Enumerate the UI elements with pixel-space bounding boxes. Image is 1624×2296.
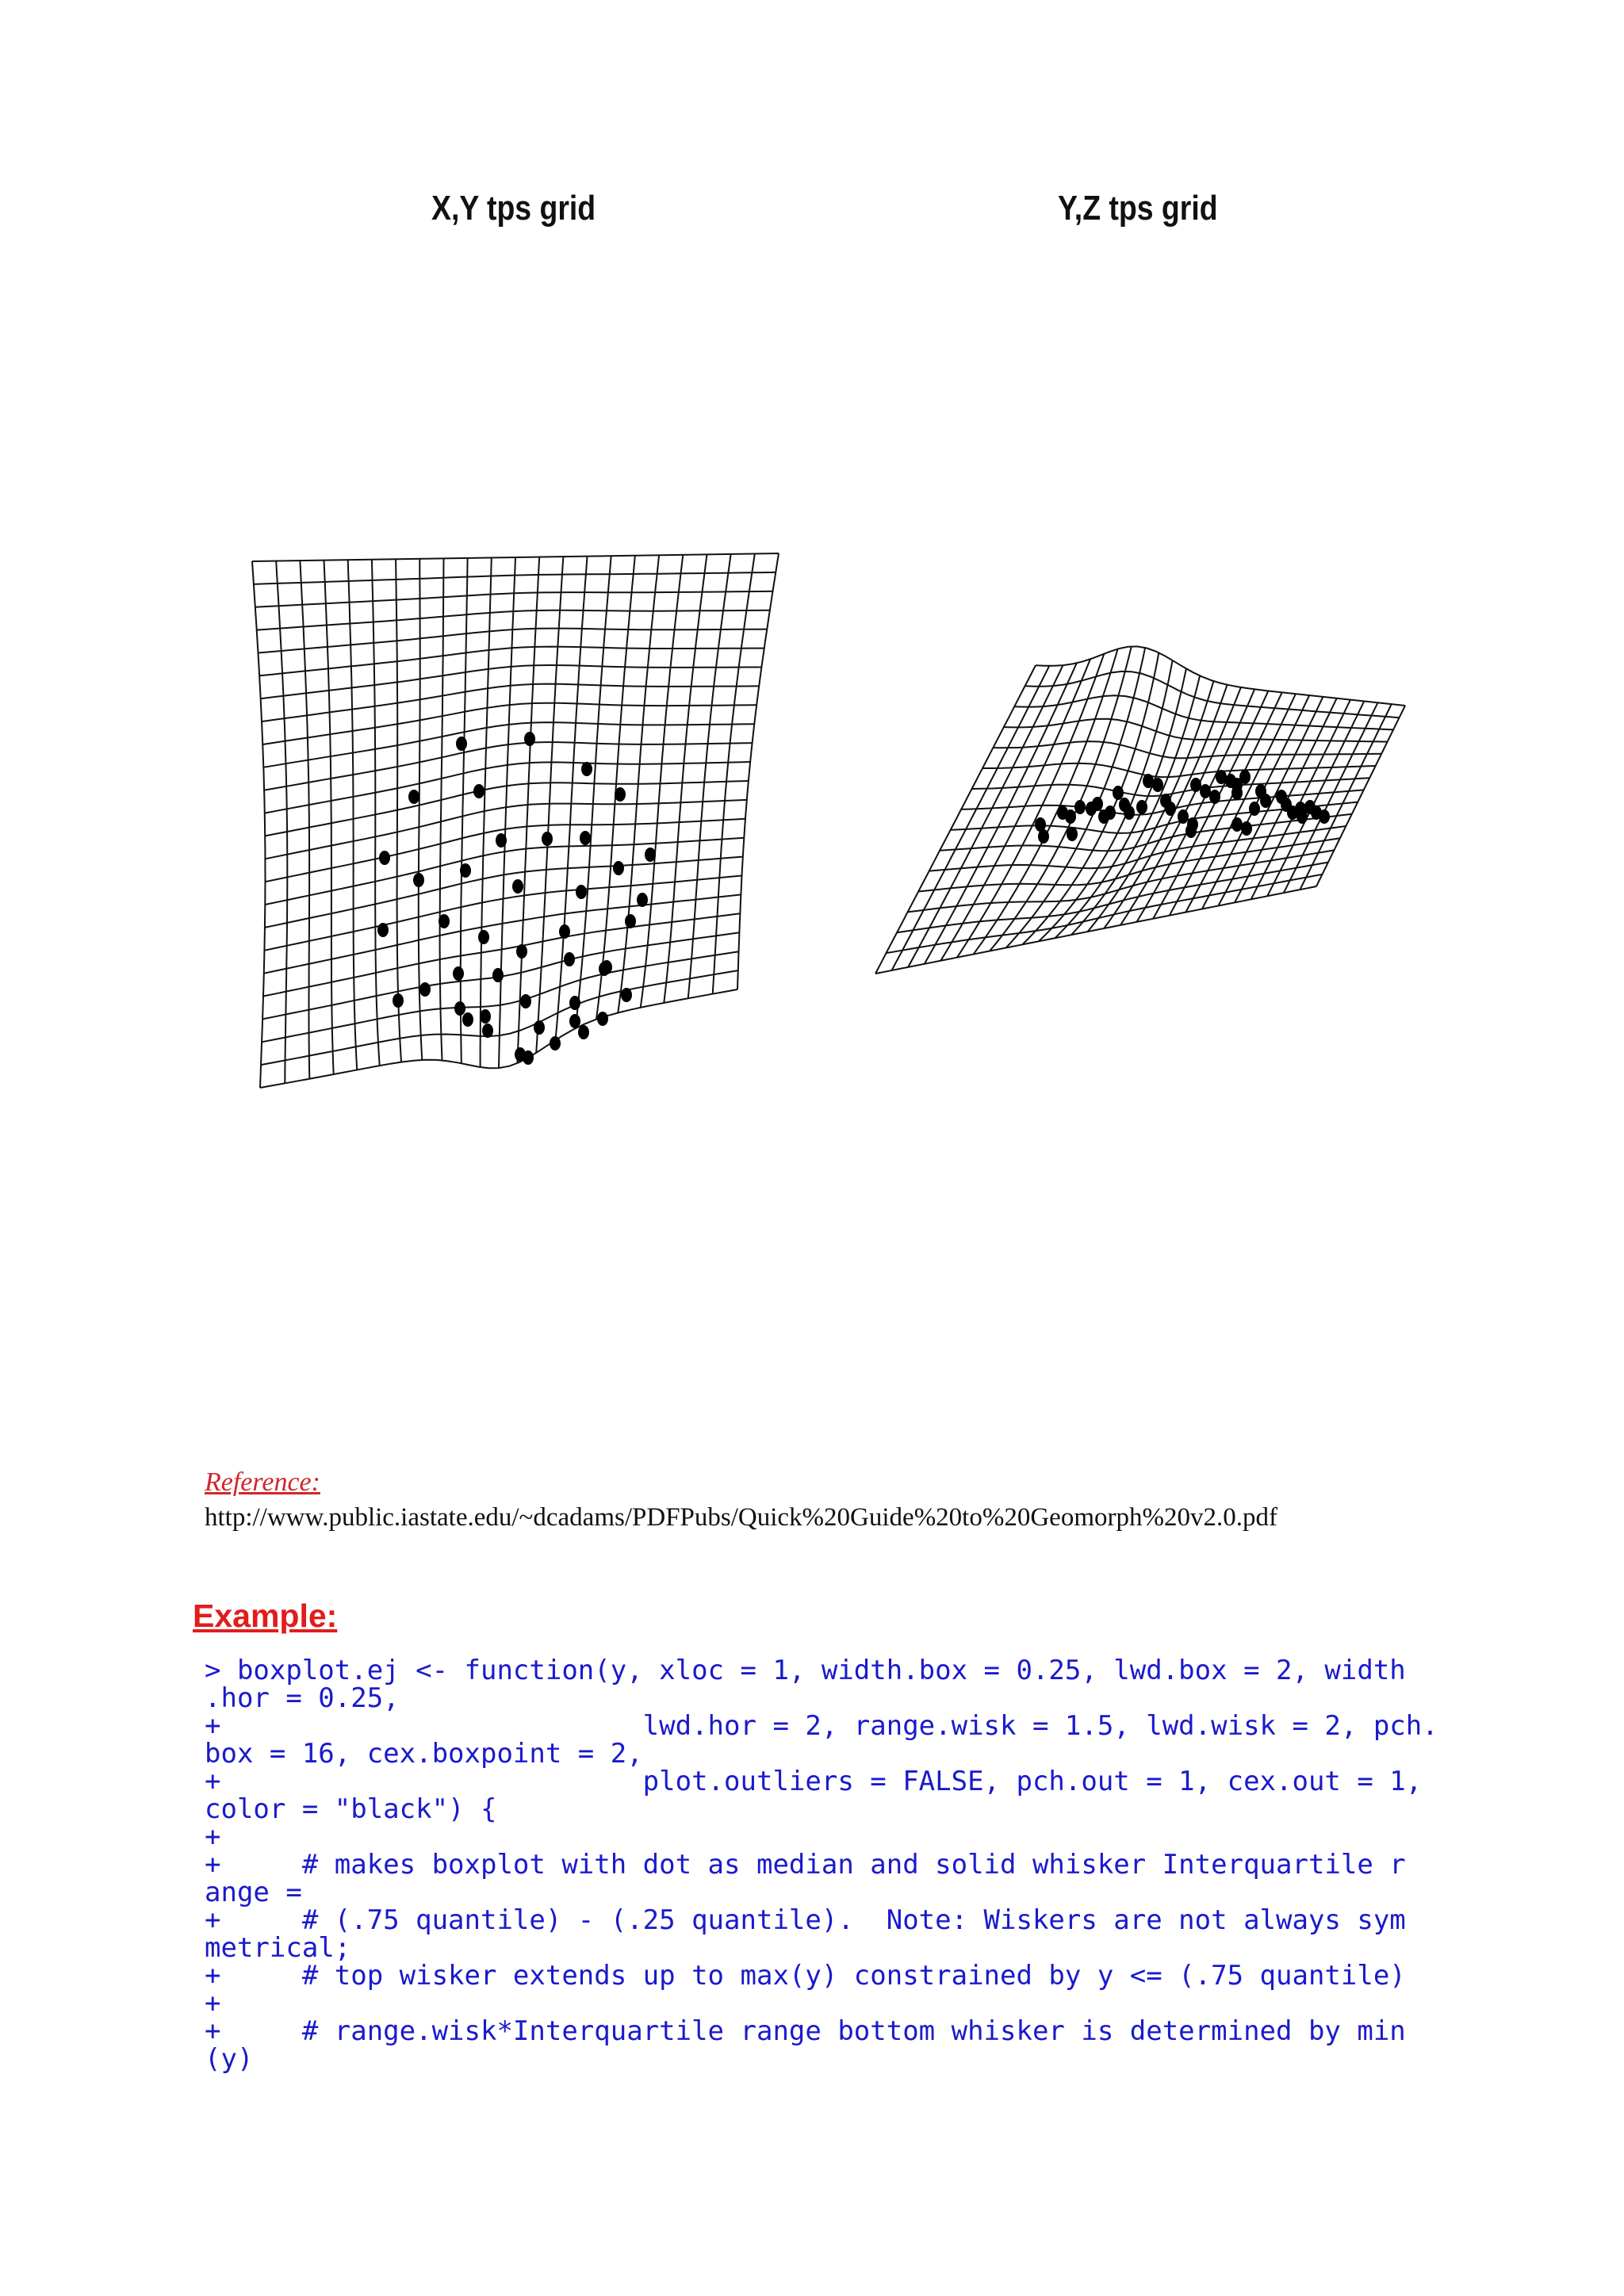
landmark-dot: [1255, 784, 1266, 798]
landmark-dot: [569, 996, 580, 1010]
landmark-dot: [1200, 784, 1211, 798]
code-line: > boxplot.ej <- function(y, xloc = 1, width.box = 0.25, lwd.box = 2, width: [205, 1655, 1406, 1686]
code-line: +: [205, 1821, 221, 1853]
landmark-dot: [1152, 778, 1163, 792]
grid-line-horizontal: [908, 850, 1335, 912]
grid-line-vertical: [990, 646, 1132, 951]
landmark-dot: [542, 832, 553, 846]
code-line: + # top wisker extends up to max(y) constrained by y <= (.75 quantile): [205, 1960, 1406, 1992]
grid-line-vertical: [372, 560, 380, 1066]
landmark-dot: [419, 982, 431, 997]
grid-line-vertical: [875, 665, 1036, 974]
grid-line-vertical: [908, 665, 1063, 967]
landmark-dot: [1143, 774, 1154, 788]
landmark-dot: [453, 966, 464, 981]
landmark-dot: [512, 879, 523, 894]
landmark-dot: [550, 1036, 561, 1050]
grid-line-vertical: [324, 561, 334, 1075]
landmark-dot: [1178, 809, 1189, 824]
grid-line-vertical: [1137, 689, 1255, 922]
landmark-dot: [534, 1020, 545, 1035]
landmark-dot: [1249, 802, 1260, 816]
grid-line-horizontal: [1025, 672, 1400, 718]
landmark-dot: [1067, 827, 1078, 841]
landmark-dot: [580, 831, 591, 845]
grid-line-vertical: [396, 559, 401, 1062]
landmark-dot: [597, 1012, 608, 1026]
example-heading: Example:: [193, 1598, 338, 1634]
landmark-dot: [1092, 797, 1103, 811]
landmark-dot: [613, 861, 624, 875]
landmark-dot: [645, 848, 656, 862]
landmark-dot: [601, 960, 612, 974]
code-line: + lwd.hor = 2, range.wisk = 1.5, lwd.wisk = 2, pch.: [205, 1710, 1438, 1742]
landmark-dot: [615, 787, 626, 802]
landmark-dot: [1231, 786, 1243, 800]
grid-line-vertical: [499, 557, 515, 1068]
code-line: + # (.75 quantile) - (.25 quantile). Note: Wiskers are not always sym: [205, 1904, 1406, 1936]
grid-line-vertical: [641, 555, 684, 1008]
landmark-dot: [413, 873, 424, 887]
landmark-dot: [496, 833, 507, 848]
code-line: metrical;: [205, 1932, 351, 1964]
landmark-dot: [1241, 821, 1252, 836]
landmark-dot: [559, 924, 570, 939]
landmark-dot: [1216, 770, 1227, 784]
landmark-dot: [1190, 778, 1201, 792]
code-line: + # makes boxplot with dot as median and solid whisker Interquartile r: [205, 1849, 1406, 1881]
landmark-dot: [625, 914, 636, 928]
code-line: + plot.outliers = FALSE, pch.out = 1, cex.out = 1,: [205, 1766, 1423, 1797]
landmark-dot: [460, 863, 471, 878]
grid-line-vertical: [925, 663, 1077, 964]
landmark-dot: [462, 1012, 473, 1027]
code-line: .hor = 0.25,: [205, 1682, 400, 1714]
landmark-dot: [1074, 800, 1086, 814]
landmark-dot: [480, 1009, 491, 1024]
code-line: +: [205, 1988, 221, 2019]
grid-line-vertical: [440, 558, 444, 1060]
grid-line-vertical: [1300, 704, 1391, 890]
landmark-dot: [1105, 806, 1116, 820]
grid-line-horizontal: [1036, 646, 1405, 706]
landmark-dot: [524, 732, 535, 746]
landmark-dot: [1124, 806, 1135, 820]
landmark-dot: [523, 1050, 534, 1065]
code-line: ange =: [205, 1877, 302, 1908]
grid-line-vertical: [517, 557, 539, 1064]
xy-grid-title: X,Y tps grid: [431, 189, 596, 228]
landmark-dot: [1239, 770, 1251, 784]
landmark-dot: [581, 762, 592, 776]
landmark-dot: [377, 923, 389, 937]
landmark-dot: [1113, 786, 1124, 800]
landmark-dot: [621, 988, 632, 1002]
landmark-dot: [576, 885, 587, 899]
code-line: + # range.wisk*Interquartile range bottom whisker is determined by min: [205, 2015, 1406, 2047]
landmark-dot: [492, 968, 504, 982]
grid-line-vertical: [1316, 706, 1405, 886]
landmark-dot: [473, 784, 485, 798]
grid-line-vertical: [252, 561, 266, 1088]
landmark-dot: [1136, 800, 1147, 814]
landmark-dot: [1231, 817, 1243, 832]
landmark-dot: [1065, 809, 1076, 824]
xy-tps-deformation-grid: [252, 553, 779, 1088]
landmark-dot: [393, 993, 404, 1008]
landmark-dot: [454, 1001, 465, 1016]
grid-line-vertical: [276, 561, 287, 1084]
landmark-dot: [1165, 802, 1176, 816]
grid-line-vertical: [664, 554, 707, 1003]
landmark-dot: [569, 1014, 580, 1028]
landmark-dot: [637, 893, 648, 907]
yz-grid-title: Y,Z tps grid: [1058, 189, 1218, 228]
reference-url[interactable]: http://www.public.iastate.edu/~dcadams/PDFPubs/Quick%20Guide%20to%20Geomorph%20v2.0.pdf: [205, 1503, 1277, 1532]
landmark-dot: [1209, 790, 1220, 804]
landmark-dot: [564, 952, 575, 966]
grid-line-vertical: [737, 553, 779, 989]
grid-line-vertical: [688, 554, 731, 998]
grid-line-vertical: [348, 560, 358, 1070]
landmark-dot: [482, 1024, 493, 1038]
landmark-dot: [520, 994, 531, 1008]
landmark-dot: [439, 914, 450, 928]
code-line: color = "black") {: [205, 1793, 497, 1825]
code-line: (y): [205, 2043, 254, 2075]
grid-line-vertical: [1022, 652, 1159, 944]
code-listing: [205, 1655, 1438, 2075]
landmark-dot: [1038, 829, 1049, 844]
reference-label: Reference:: [205, 1468, 320, 1497]
landmark-dot: [456, 737, 467, 751]
code-line: box = 16, cex.boxpoint = 2,: [205, 1738, 643, 1770]
landmark-dot: [408, 790, 419, 804]
landmark-dot: [1319, 809, 1330, 824]
grid-line-vertical: [1284, 702, 1378, 893]
landmark-dot: [478, 930, 489, 944]
landmark-dot: [379, 851, 390, 865]
landmark-dot: [1187, 817, 1198, 832]
landmark-dot: [578, 1025, 589, 1039]
landmark-dot: [516, 944, 527, 959]
grid-line-vertical: [300, 561, 309, 1079]
